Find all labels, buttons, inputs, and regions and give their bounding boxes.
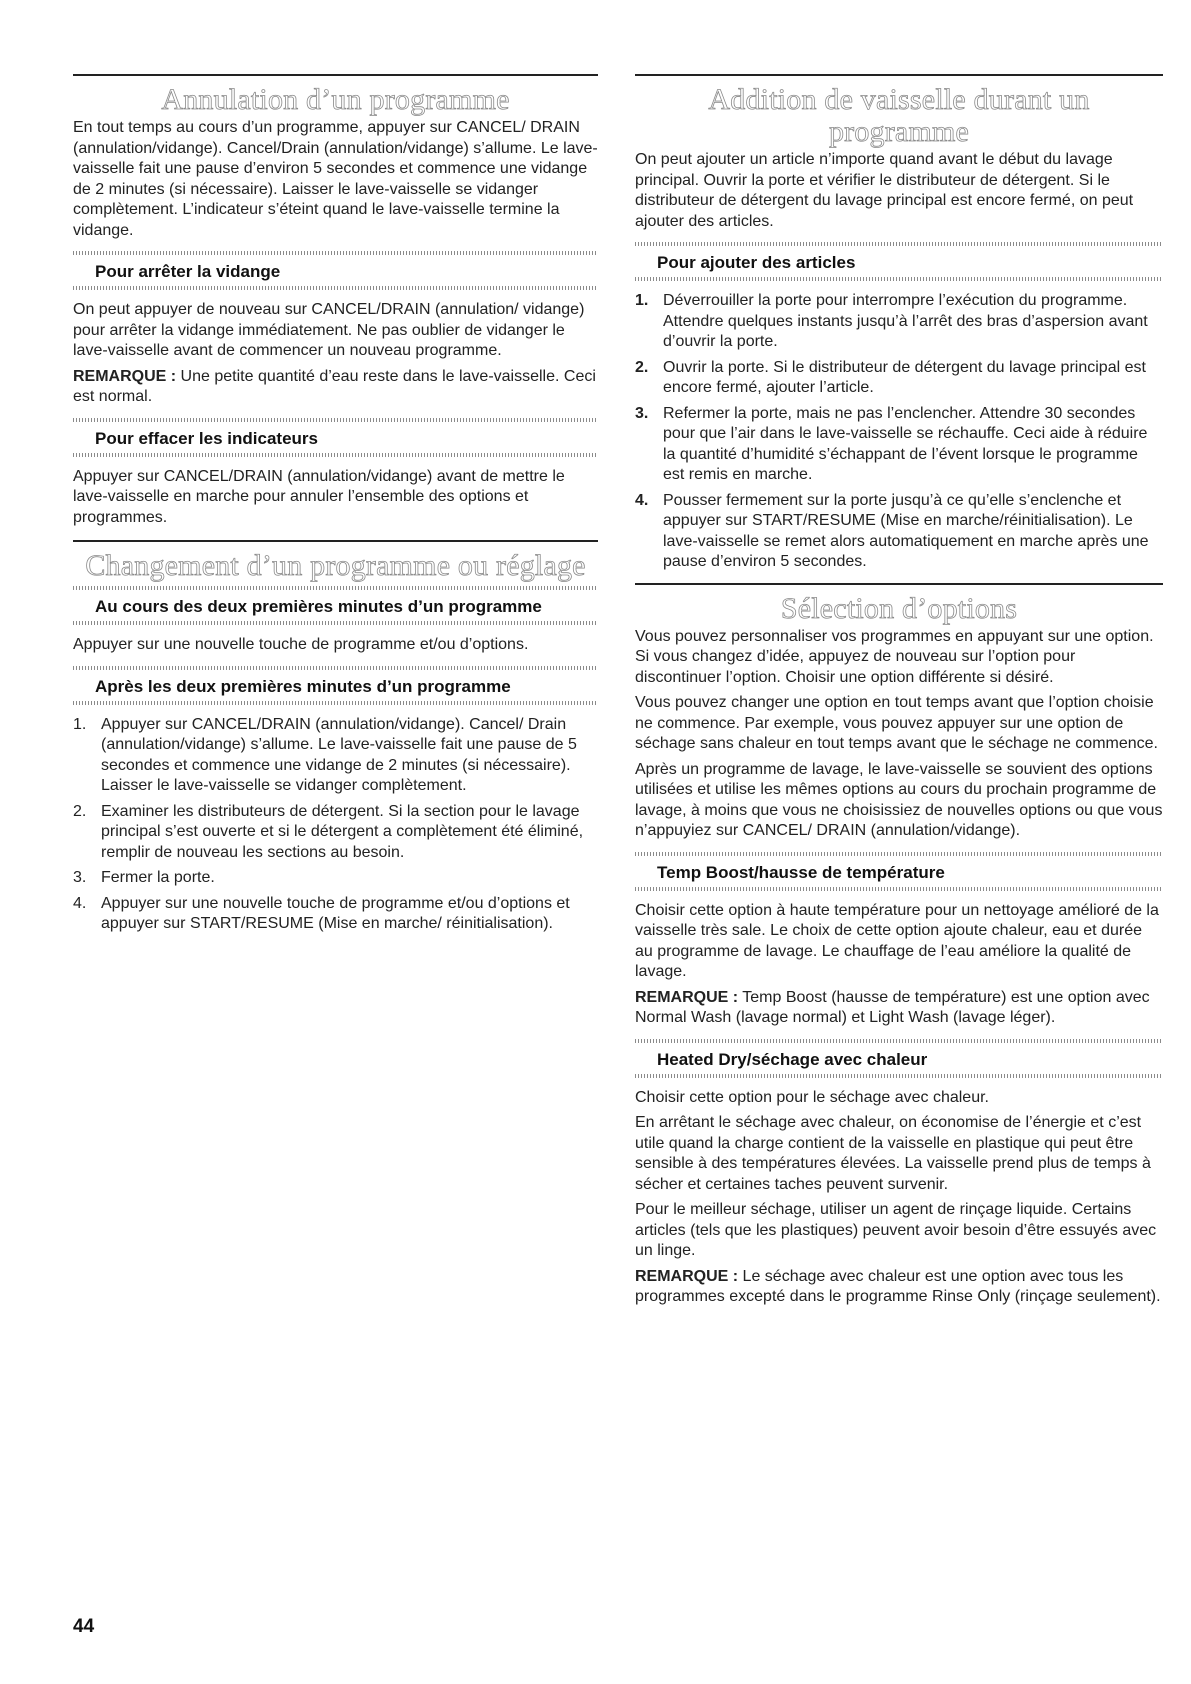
page-number: 44 <box>73 1616 95 1637</box>
subsection-title-ajouter: Pour ajouter des articles <box>657 253 856 272</box>
arreter-text: On peut appuyer de nouveau sur CANCEL/DRAIN (annulation/ vidange) pour arrêter la vidange immédiatement. Ne pas oublier de vidanger le lave-vaisselle avant de commencer un nouveau programme. <box>73 301 585 359</box>
step-text: Ouvrir la porte. Si le distributeur de détergent du lavage principal est encore fermé, ajouter l’article. <box>663 358 1146 396</box>
subsection-title-arreter: Pour arrêter la vidange <box>95 262 281 281</box>
list-item <box>635 291 1163 353</box>
step-number: 2. <box>635 358 649 376</box>
selection-p3: Après un programme de lavage, le lave-vaisselle se souvient des options utilisées et utilise les mêmes options au cours du prochain programme de lavage, à moins que vous ne choisissiez de nouvelles options ou que vous n’appuyiez sur CANCEL/ DRAIN (annulation/vidange). <box>635 760 1163 839</box>
subsection-deux-premieres <box>73 586 598 656</box>
divider <box>73 701 598 705</box>
step-number: 3. <box>73 869 87 886</box>
step-number: 1. <box>73 715 87 733</box>
section-title-addition: Addition de vaisselle durant un programme <box>708 83 1090 148</box>
list-item <box>635 404 1163 486</box>
step-text: Fermer la porte. <box>101 869 215 886</box>
step-number: 4. <box>73 894 87 912</box>
heated-p2: En arrêtant le séchage avec chaleur, on économise de l’énergie et c’est utile quand la charge contient de la vaisselle en plastique qui peut être sensible à des températures élevées. La vaisselle prend plus de temps à sécher et certaines taches peuvent survenir. <box>635 1114 1151 1193</box>
subsection-effacer-indicateurs <box>73 418 598 529</box>
selection-p1: Vous pouvez personnaliser vos programmes en appuyant sur une option. Si vous changez d’idée, appuyez de nouveau sur l’option pour discontinuer l’option. Choisir une option différente si désiré. <box>635 627 1154 686</box>
note-label: REMARQUE : <box>635 1267 739 1285</box>
subsection-title-effacer: Pour effacer les indicateurs <box>95 428 318 448</box>
temp-note <box>635 988 1163 1029</box>
list-item <box>73 868 598 889</box>
subsection-title-apres: Après les deux premières minutes d’un programme <box>95 676 511 696</box>
divider <box>73 453 598 457</box>
note-label: REMARQUE : <box>73 367 177 385</box>
effacer-text: Appuyer sur CANCEL/DRAIN (annulation/vidange) avant de mettre le lave-vaisselle en marche pour annuler l’ensemble des options et programmes. <box>73 467 565 526</box>
section-title-changement: Changement d’un programme ou réglage <box>85 549 586 582</box>
arreter-note <box>73 367 598 408</box>
heated-note <box>635 1267 1163 1308</box>
step-text: Déverrouiller la porte pour interrompre l’exécution du programme. Attendre quelques instants jusqu’à l’arrêt des bras d’aspersion avant d’ouvrir la porte. <box>663 292 1148 350</box>
divider <box>635 277 1163 281</box>
list-item <box>635 491 1163 573</box>
ajouter-steps <box>635 291 1163 573</box>
divider <box>635 1074 1163 1078</box>
addition-intro: On peut ajouter un article n’importe quand avant le début du lavage principal. Ouvrir la porte et vérifier le distributeur de détergent. Si le distributeur de détergent du lavage principal est encore fermé, on peut ajouter des articles. <box>635 151 1134 230</box>
list-item <box>73 715 598 797</box>
deux-premieres-text: Appuyer sur une nouvelle touche de programme et/ou d’options. <box>73 636 529 653</box>
note-text: Temp Boost (hausse de température) est une option avec Normal Wash (lavage normal) et Light Wash (lavage léger). <box>635 988 1150 1026</box>
subsection-apres <box>73 666 598 935</box>
section-addition <box>635 74 1163 573</box>
subsection-ajouter <box>635 242 1163 573</box>
subsection-title-temp-boost: Temp Boost/hausse de température <box>657 862 945 882</box>
subsection-title-heated-dry: Heated Dry/séchage avec chaleur <box>657 1049 928 1069</box>
note-label: REMARQUE : <box>635 988 739 1006</box>
list-item <box>73 802 598 864</box>
step-text: Appuyer sur CANCEL/DRAIN (annulation/vidange). Cancel/ Drain (annulation/vidange) s’allume. Le lave-vaisselle fait une pause de 5 secondes et commence une vidange de 2 minutes (si nécessaire). Laisser le lave-vaisselle se vidanger complètement. <box>101 715 577 794</box>
note-text: Le séchage avec chaleur est une option avec tous les programmes excepté dans le programme Rinse Only (rinçage seulement). <box>635 1267 1161 1305</box>
heated-p1: Choisir cette option pour le séchage avec chaleur. <box>635 1088 989 1106</box>
step-text: Refermer la porte, mais ne pas l’enclencher. Attendre 30 secondes pour que l’air dans le lave-vaisselle se réchauffe. Ceci aide à réduire la quantité d’humidité s’échappant de l’évent lorsque le programme est remis en marche. <box>663 404 1148 483</box>
list-item <box>635 358 1163 399</box>
section-selection <box>635 583 1163 1308</box>
divider <box>73 286 598 290</box>
subsection-arreter-vidange <box>73 251 598 408</box>
section-annulation <box>73 74 598 528</box>
section-changement <box>73 540 598 935</box>
step-number: 3. <box>635 404 649 422</box>
heated-p3: Pour le meilleur séchage, utiliser un agent de rinçage liquide. Certains articles (tels que les plastiques) peuvent avoir besoin d’être essuyés avec un linge. <box>635 1201 1157 1259</box>
step-text: Appuyer sur une nouvelle touche de programme et/ou d’options et appuyer sur START/RESUME (Mise en marche/ réinitialisation). <box>101 894 570 932</box>
step-number: 1. <box>635 292 649 309</box>
note-text: Une petite quantité d’eau reste dans le lave-vaisselle. Ceci est normal. <box>73 367 596 405</box>
annulation-intro: En tout temps au cours d’un programme, appuyer sur CANCEL/ DRAIN (annulation/vidange). Cancel/Drain (annulation/vidange) s’allume. Le lave-vaisselle fait une pause d’environ 5 secondes et commence une vidange de 2 minutes (si nécessaire). Laisser le lave-vaisselle se vidanger complètement. L’indicateur s’éteint quand le lave-vaisselle termine la vidange. <box>73 119 598 239</box>
right-column <box>635 74 1163 1314</box>
selection-p2: Vous pouvez changer une option en tout temps avant que l’option choisie ne commence. Par exemple, vous pouvez appuyer sur une option de séchage sans chaleur en tout temps avant que le séchage ne commence. <box>635 694 1158 752</box>
section-title-selection: Sélection d’options <box>780 591 1018 625</box>
step-number: 4. <box>635 491 649 509</box>
subsection-temp-boost <box>635 852 1163 1029</box>
list-item <box>73 894 598 935</box>
temp-text: Choisir cette option à haute température pour un nettoyage amélioré de la vaisselle très sale. Le choix de cette option ajoute chaleur, eau et durée au programme de lavage. Le chauffage de l’eau améliore la qualité de lavage. <box>635 901 1159 980</box>
subsection-heated-dry <box>635 1039 1163 1308</box>
divider <box>635 887 1163 891</box>
apres-steps <box>73 715 598 935</box>
step-text: Examiner les distributeurs de détergent. Si la section pour le lavage principal s’est ouverte et si le détergent a complètement été éliminé, remplir de nouveau les sections au besoin. <box>101 802 584 861</box>
step-text: Pousser fermement sur la porte jusqu’à ce qu’elle s’enclenche et appuyer sur START/RESUME (Mise en marche/réinitialisation). Le lave-vaisselle se remet alors automatiquement en marche après une pause d’environ 5 secondes. <box>663 491 1149 570</box>
left-column <box>73 74 598 941</box>
section-title-annulation: Annulation d’un programme <box>161 83 510 116</box>
divider <box>73 621 598 625</box>
subsection-title-deux-premieres: Au cours des deux premières minutes d’un programme <box>95 597 542 616</box>
step-number: 2. <box>73 802 87 820</box>
